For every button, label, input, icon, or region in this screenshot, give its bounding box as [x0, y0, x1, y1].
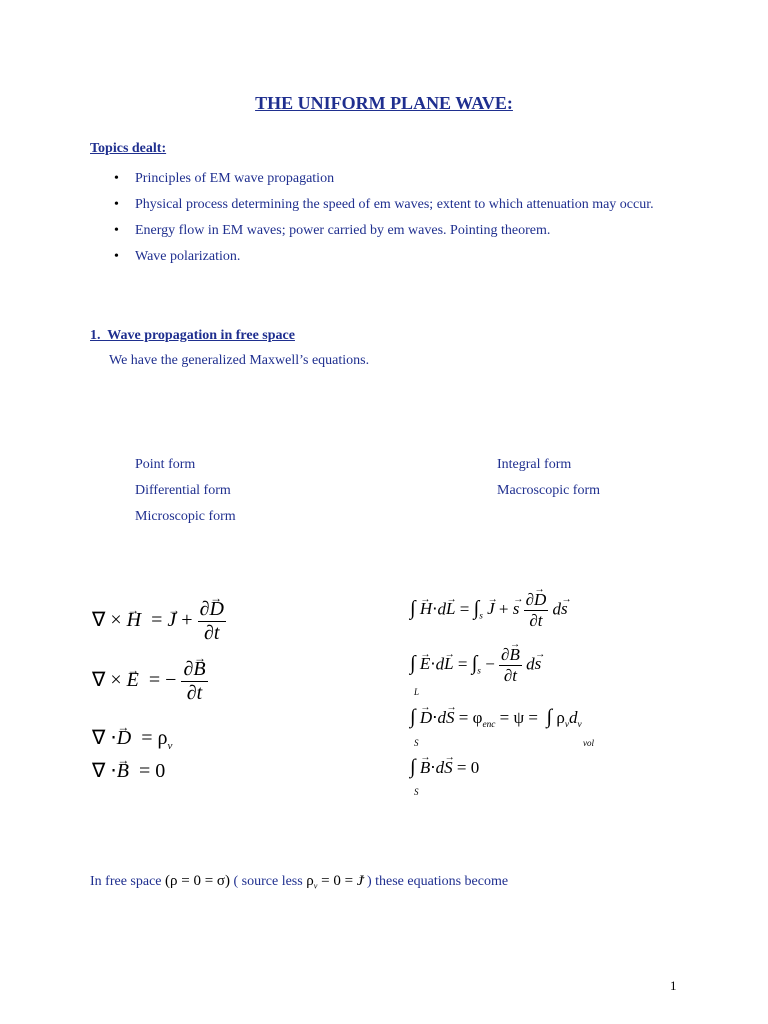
topics-heading: Topics dealt:	[90, 141, 167, 156]
list-item: • Principles of EM wave propagation	[110, 166, 680, 192]
topics-list	[110, 166, 680, 270]
section-heading: 1. Wave propagation in free space	[90, 328, 295, 343]
form-label-point: Point form	[135, 457, 196, 472]
source-less-condition: $\rho_v = 0$ = → J	[306, 873, 363, 889]
equation-curl-h: ∇ × → H = → J + $\frac{\partial\to D}{\partial t}$	[92, 598, 226, 645]
bullet-icon: •	[114, 249, 119, 264]
equation-div-d: ∇ ⋅→ $D = \rho_v$	[92, 725, 172, 752]
list-item: • Physical process determining the speed of em waves; extent to which attenuation may occur.	[110, 192, 680, 218]
free-space-condition: (ρ = 0 = σ)	[165, 873, 230, 889]
free-space-text: In free space (ρ = 0 = σ) ( source less $\rho_v = 0$ = → J ) these equations become	[90, 873, 508, 895]
limit-s-2: S	[414, 787, 419, 797]
equation-ampere-integral: ∫ → $H\cdot d\to L = \int_s \to J$ + → s $\frac{\partial\to D}{\partial t}$ d→ s	[410, 590, 568, 631]
bullet-icon: •	[114, 197, 119, 212]
limit-s: S	[414, 738, 419, 748]
bullet-icon: •	[114, 223, 119, 238]
equation-magnetic-gauss-integral: ∫ → B⋅d→ S = 0	[410, 756, 479, 779]
equation-div-b: ∇ ⋅→ B = 0	[92, 758, 165, 783]
equation-gauss-integral: ∫ → $D\cdot d\to S = \varphi_{enc} = \psi$ = ∫ $\rho_vd_v$	[410, 706, 582, 730]
limit-l: L	[414, 687, 420, 697]
limit-vol: vol	[583, 738, 594, 748]
list-item: • Energy flow in EM waves; power carried by em waves. Pointing theorem.	[110, 218, 680, 244]
page-number: 1	[670, 978, 677, 993]
section-intro: We have the generalized Maxwell’s equations.	[109, 353, 370, 368]
form-label-microscopic: Microscopic form	[135, 509, 236, 524]
bullet-icon: •	[114, 171, 119, 186]
equation-faraday-integral: ∫ → $E\cdot d\to L = \int_s$ − $\frac{\partial\to B}{\partial t}$ d→ s	[410, 645, 541, 686]
equation-curl-e: ∇ × → E = − $\frac{\partial\to B}{\partial t}$	[92, 658, 208, 705]
form-label-differential: Differential form	[135, 483, 231, 498]
page-title: THE UNIFORM PLANE WAVE:	[255, 93, 513, 113]
list-item: • Wave polarization.	[110, 244, 680, 270]
form-label-macroscopic: Macroscopic form	[497, 483, 601, 498]
form-label-integral: Integral form	[497, 457, 572, 472]
